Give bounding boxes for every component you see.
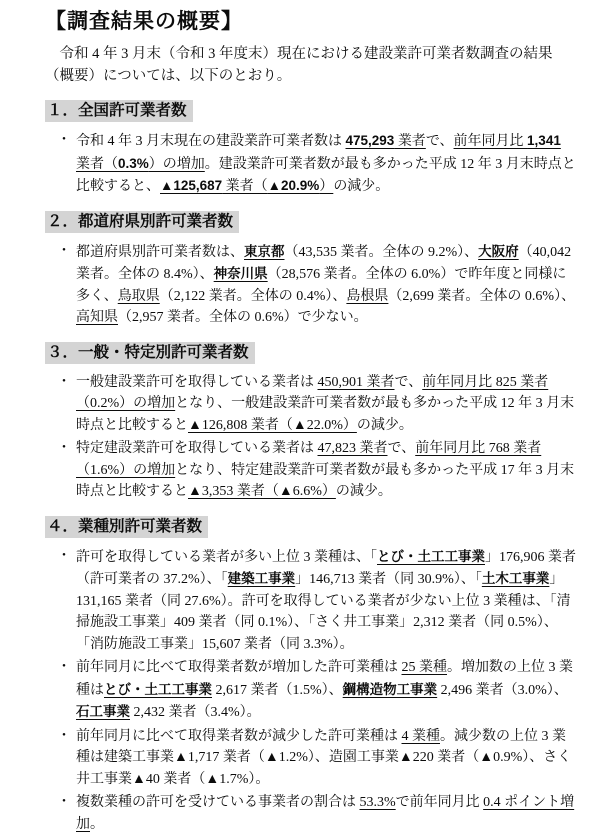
text-run: （ bbox=[104, 157, 118, 172]
text-run: 0.3% bbox=[118, 156, 149, 171]
section-heading-row bbox=[45, 211, 576, 233]
text-run: 475,293 bbox=[346, 133, 395, 148]
text-run: 」131,165 業者（同 27.6%）。許可を取得している業者が少ない上位 3 業種は、「清掃施設工事業」409 業者（同 0.1%）、「さく井工事業」2,312 業者（同 0.5%）、「消防施設工事業」15,607 業者（同 3.3%）。 bbox=[76, 572, 571, 652]
bullet-item bbox=[45, 438, 576, 503]
section-heading-row bbox=[45, 342, 576, 364]
text-run: 前年同月に比べて取得業者数が減少した許可業種は bbox=[76, 729, 402, 744]
section-1 bbox=[45, 100, 576, 198]
bullet-marker: ・ bbox=[57, 792, 71, 814]
text-run: 2,496 業者（3.0%）、 bbox=[437, 683, 568, 698]
text-run: 業者 bbox=[394, 134, 426, 149]
text-run: 4 業種 bbox=[402, 729, 441, 744]
text-run: 450,901 業者 bbox=[318, 375, 395, 390]
text-run: 一般建設業許可を取得している業者は bbox=[76, 375, 318, 390]
intro-paragraph: 令和 4 年 3 月末（令和 3 年度末）現在における建設業許可業者数調査の結果（概要）については、以下のとおり。 bbox=[45, 44, 576, 87]
text-run: となり、特定建設業許可業者数が最も多かった平成 17 年 3 月末時点と比較すると bbox=[76, 463, 574, 500]
text-run: 」146,713 業者（同 30.9%）、「 bbox=[295, 572, 482, 587]
section-4 bbox=[45, 516, 576, 835]
bullet-item bbox=[45, 546, 576, 656]
text-run: （2,122 業者。全体の 0.4%）、 bbox=[160, 289, 347, 304]
text-run: ）の増加 bbox=[149, 157, 205, 172]
text-run: 許可を取得している業者が多い上位 3 業種は、「 bbox=[76, 550, 377, 565]
section-2 bbox=[45, 211, 576, 329]
text-run: 複数業種の許可を受けている事業者の割合は bbox=[76, 795, 360, 810]
bullet-marker: ・ bbox=[57, 130, 71, 152]
text-run: （2,957 業者。全体の 0.6%）で少ない。 bbox=[118, 310, 368, 325]
bullet-item bbox=[45, 372, 576, 437]
text-run: で、 bbox=[395, 375, 423, 390]
text-run: 神奈川県 bbox=[214, 266, 268, 281]
text-run: 特定建設業許可を取得している業者は bbox=[76, 441, 318, 456]
section-heading: ３．一般・特定別許可業者数 bbox=[45, 342, 255, 364]
text-run: 土木工事業 bbox=[482, 571, 550, 586]
text-run: 鋼構造物工事業 bbox=[343, 682, 438, 697]
text-run: となり、一般建設業許可業者数が最も多かった平成 12 年 3 月末時点と比較すると bbox=[76, 396, 574, 433]
text-run: 。建設業許可業者数が最も多かった平成 12 年 3 月末時点と比較すると、 bbox=[76, 157, 576, 195]
text-run: 25 業種 bbox=[402, 660, 448, 675]
bullet-marker: ・ bbox=[57, 372, 71, 394]
text-run: 石工事業 bbox=[76, 704, 130, 719]
section-heading: １．全国許可業者数 bbox=[45, 100, 193, 122]
text-run: 建築工事業 bbox=[228, 571, 296, 586]
text-run: 」176,906 業者（許可業者の 37.2%）、「 bbox=[76, 550, 576, 588]
text-run: ▲3,353 業者（▲6.6%） bbox=[188, 484, 336, 499]
bullet-item bbox=[45, 657, 576, 724]
text-run: 前年同月に比べて取得業者数が増加した許可業種は bbox=[76, 660, 402, 675]
text-run: 大阪府 bbox=[478, 244, 519, 259]
section-heading-row bbox=[45, 516, 576, 538]
text-run: （2,699 業者。全体の 0.6%）、 bbox=[388, 289, 575, 304]
text-run: （43,535 業者。全体の 9.2%）、 bbox=[285, 245, 479, 260]
text-run: とび・土工工事業 bbox=[104, 682, 212, 697]
section-heading: ２．都道府県別許可業者数 bbox=[45, 211, 239, 233]
text-run: ▲126,808 業者（▲22.0%） bbox=[188, 418, 357, 433]
text-run: 都道府県別許可業者数は、 bbox=[76, 245, 244, 260]
bullet-marker: ・ bbox=[57, 657, 71, 679]
text-run: の減少。 bbox=[336, 484, 392, 499]
bullet-marker: ・ bbox=[57, 438, 71, 460]
text-run: 前年同月比 825 業者（0.2%）の増加 bbox=[76, 375, 548, 412]
text-run: 47,823 業者 bbox=[318, 441, 388, 456]
text-run: とび・土工工事業 bbox=[377, 549, 485, 564]
text-run: 1,341 bbox=[527, 133, 561, 148]
bullet-item bbox=[45, 726, 576, 791]
text-run: （40,042 業者。全体の 8.4%）、 bbox=[76, 245, 571, 283]
text-run: （28,576 業者。全体の 6.0%）で昨年度と同様に多く、 bbox=[76, 267, 566, 304]
text-run: で、 bbox=[388, 441, 416, 456]
text-run: で、 bbox=[426, 134, 454, 149]
text-run: で前年同月比 bbox=[396, 795, 484, 810]
text-run: ▲125,687 bbox=[160, 178, 222, 193]
text-run: 。 bbox=[90, 817, 104, 832]
text-run: 高知県 bbox=[76, 310, 118, 325]
text-run: 業者（ bbox=[222, 179, 268, 194]
text-run: ） bbox=[319, 179, 333, 194]
text-run: 令和 4 年 3 月末現在の建設業許可業者数は bbox=[76, 134, 346, 149]
text-run: 島根県 bbox=[346, 289, 388, 304]
bullet-item bbox=[45, 130, 576, 198]
bullet-item bbox=[45, 792, 576, 835]
text-run: 前年同月比 768 業者（1.6%）の増加 bbox=[76, 441, 541, 478]
page-title: 【調査結果の概要】 bbox=[45, 8, 576, 35]
section-heading: ４．業種別許可業者数 bbox=[45, 516, 208, 538]
text-run: の減少。 bbox=[333, 179, 389, 194]
text-run: 2,432 業者（3.4%）。 bbox=[130, 705, 261, 720]
text-run: 。増加数の上位 3 業種は bbox=[76, 660, 573, 698]
text-run: 業者 bbox=[76, 157, 104, 172]
bullet-marker: ・ bbox=[57, 726, 71, 748]
text-run: の減少。 bbox=[357, 418, 413, 433]
text-run: 53.3% bbox=[360, 795, 396, 810]
bullet-marker: ・ bbox=[57, 241, 71, 263]
text-run: 。減少数の上位 3 業種は建築工事業▲1,717 業者（▲1.2%）、造園工事業▲220 業者（▲0.9%）、さく井工事業▲40 業者（▲1.7%）。 bbox=[76, 729, 571, 787]
text-run: ▲20.9% bbox=[268, 178, 320, 193]
sections-container bbox=[45, 100, 576, 835]
text-run: 東京都 bbox=[244, 244, 285, 259]
text-run: 前年同月比 bbox=[454, 134, 528, 149]
text-run: 鳥取県 bbox=[118, 289, 160, 304]
section-3 bbox=[45, 342, 576, 503]
text-run: 0.4 ポイント増加 bbox=[76, 795, 574, 832]
bullet-marker: ・ bbox=[57, 546, 71, 568]
text-run: 2,617 業者（1.5%）、 bbox=[212, 683, 343, 698]
section-heading-row bbox=[45, 100, 576, 122]
bullet-item bbox=[45, 241, 576, 329]
